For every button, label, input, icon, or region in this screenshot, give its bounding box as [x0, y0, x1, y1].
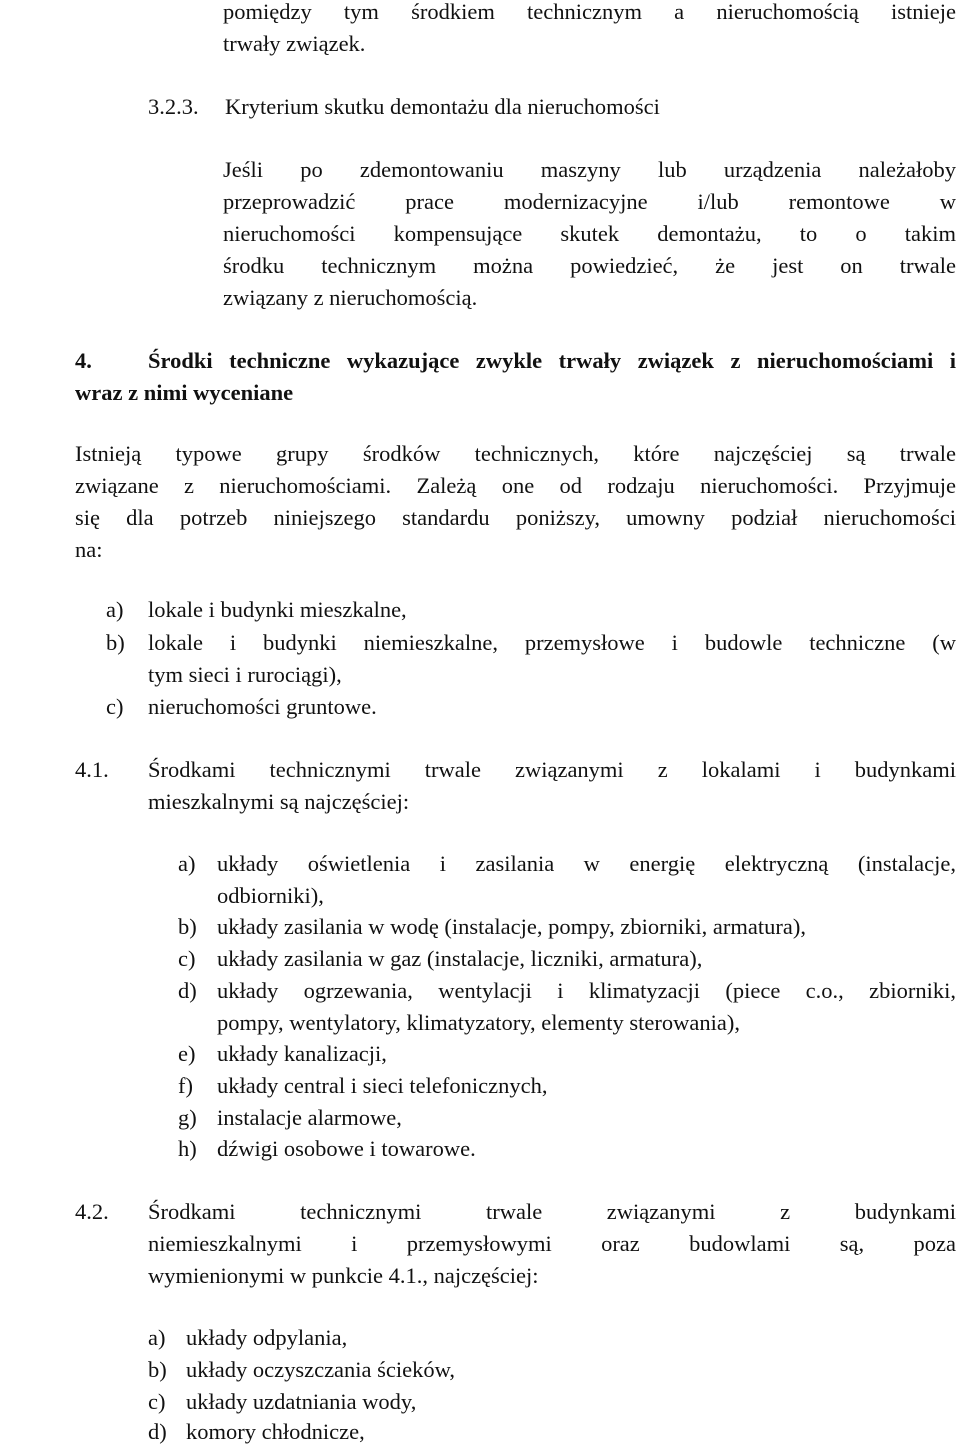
section-heading: [75, 345, 956, 409]
list-marker: c): [148, 1389, 166, 1414]
section-number: 4.2.: [75, 1199, 109, 1224]
paragraph-line: niemieszkalnymi i przemysłowymi oraz budowlami są, poza: [148, 1231, 956, 1256]
paragraph-line: Jeśli po zdemontowaniu maszyny lub urządzenia należałoby: [223, 157, 956, 182]
list-marker: h): [178, 1136, 197, 1161]
paragraph-line: Środkami technicznymi trwale związanymi z lokalami i budynkami: [148, 757, 956, 782]
list-marker: d): [148, 1419, 167, 1444]
list-item-line: układy oświetlenia i zasilania w energię elektryczną (instalacje,: [217, 851, 956, 876]
list-item: [148, 594, 956, 626]
list-marker: a): [178, 851, 196, 876]
list-item-line: pompy, wentylatory, klimatyzatory, elementy sterowania),: [217, 1010, 740, 1035]
list-item: [217, 943, 956, 975]
list-item-line: układy ogrzewania, wentylacji i klimatyzacji (piece c.o., zbiorniki,: [217, 978, 956, 1003]
list-item-line: układy odpylania,: [186, 1325, 348, 1350]
list-marker: d): [178, 978, 197, 1003]
list-item: [186, 1416, 956, 1448]
list-marker: a): [148, 1325, 166, 1350]
list-item-line: dźwigi osobowe i towarowe.: [217, 1136, 476, 1161]
paragraph-line: Istnieją typowe grupy środków technicznych, które najczęściej są trwale: [75, 441, 956, 466]
list-item-line: instalacje alarmowe,: [217, 1105, 402, 1130]
list-marker: f): [178, 1073, 193, 1098]
list-item: [148, 627, 956, 691]
list-item: [217, 1038, 956, 1070]
list-marker: c): [106, 694, 124, 719]
paragraph-line: się dla potrzeb niniejszego standardu poniższy, umowny podział nieruchomości: [75, 505, 956, 530]
section-number: 4.1.: [75, 757, 109, 782]
paragraph-line: nieruchomości kompensujące skutek demontażu, to o takim: [223, 221, 956, 246]
list-marker: g): [178, 1105, 197, 1130]
list-item: [217, 848, 956, 912]
list-item: [217, 1133, 956, 1165]
list-item-line: odbiorniki),: [217, 883, 324, 908]
list-item: [217, 975, 956, 1039]
section-paragraph: [148, 1196, 956, 1292]
list-item-line: układy oczyszczania ścieków,: [186, 1357, 456, 1382]
paragraph-line: mieszkalnymi są najczęściej:: [148, 789, 410, 814]
list-item-line: nieruchomości gruntowe.: [148, 694, 377, 719]
list-item: [148, 691, 956, 723]
list-item-line: układy central i sieci telefonicznych,: [217, 1073, 548, 1098]
paragraph-line: przeprowadzić prace modernizacyjne i/lub remontowe w: [223, 189, 956, 214]
section-paragraph: [223, 154, 956, 314]
heading-line: [75, 345, 956, 377]
section-paragraph: [75, 438, 956, 566]
list-marker: b): [178, 914, 197, 939]
list-item-line: układy uzdatniania wody,: [186, 1389, 417, 1414]
list-marker: a): [106, 597, 124, 622]
intro-line: pomiędzy tym środkiem technicznym a nieruchomością istnieje: [223, 0, 956, 24]
list-item-line: układy zasilania w gaz (instalacje, liczniki, armatura),: [217, 946, 703, 971]
list-item: [217, 1102, 956, 1134]
section-title: Kryterium skutku demontażu dla nieruchomości: [225, 94, 660, 119]
paragraph-line: związane z nieruchomościami. Zależą one od rodzaju nieruchomości. Przyjmuje: [75, 473, 956, 498]
list-item-line: komory chłodnicze,: [186, 1419, 365, 1444]
list-marker: e): [178, 1041, 196, 1066]
list-marker: c): [178, 946, 196, 971]
section-number: 4.: [75, 348, 92, 373]
list-item: [217, 1070, 956, 1102]
list-item-line: układy zasilania w wodę (instalacje, pompy, zbiorniki, armatura),: [217, 914, 806, 939]
list-item-line: tym sieci i rurociągi),: [148, 662, 342, 687]
list-item-line: układy kanalizacji,: [217, 1041, 387, 1066]
section-number: 3.2.3.: [148, 94, 199, 119]
paragraph-line: środku technicznym można powiedzieć, że jest on trwale: [223, 253, 956, 278]
section-paragraph: [148, 754, 956, 818]
list-item: [186, 1322, 956, 1354]
list-item: [186, 1386, 956, 1418]
paragraph-line: wymienionymi w punkcie 4.1., najczęściej:: [148, 1263, 539, 1288]
paragraph-line: związany z nieruchomością.: [223, 285, 478, 310]
list-marker: b): [106, 630, 125, 655]
list-item: [217, 911, 956, 943]
list-marker: b): [148, 1357, 167, 1382]
heading-text: Środki techniczne wykazujące zwykle trwały związek z nieruchomościami i: [148, 348, 956, 373]
paragraph-line: na:: [75, 537, 103, 562]
heading-line: wraz z nimi wyceniane: [75, 380, 294, 405]
paragraph-line: Środkami technicznymi trwale związanymi z budynkami: [148, 1199, 956, 1224]
intro-paragraph: [223, 0, 956, 60]
list-item-line: lokale i budynki niemieszkalne, przemysłowe i budowle techniczne (w: [148, 630, 956, 655]
list-item: [186, 1354, 956, 1386]
intro-line: trwały związek.: [223, 31, 366, 56]
list-item-line: lokale i budynki mieszkalne,: [148, 597, 407, 622]
